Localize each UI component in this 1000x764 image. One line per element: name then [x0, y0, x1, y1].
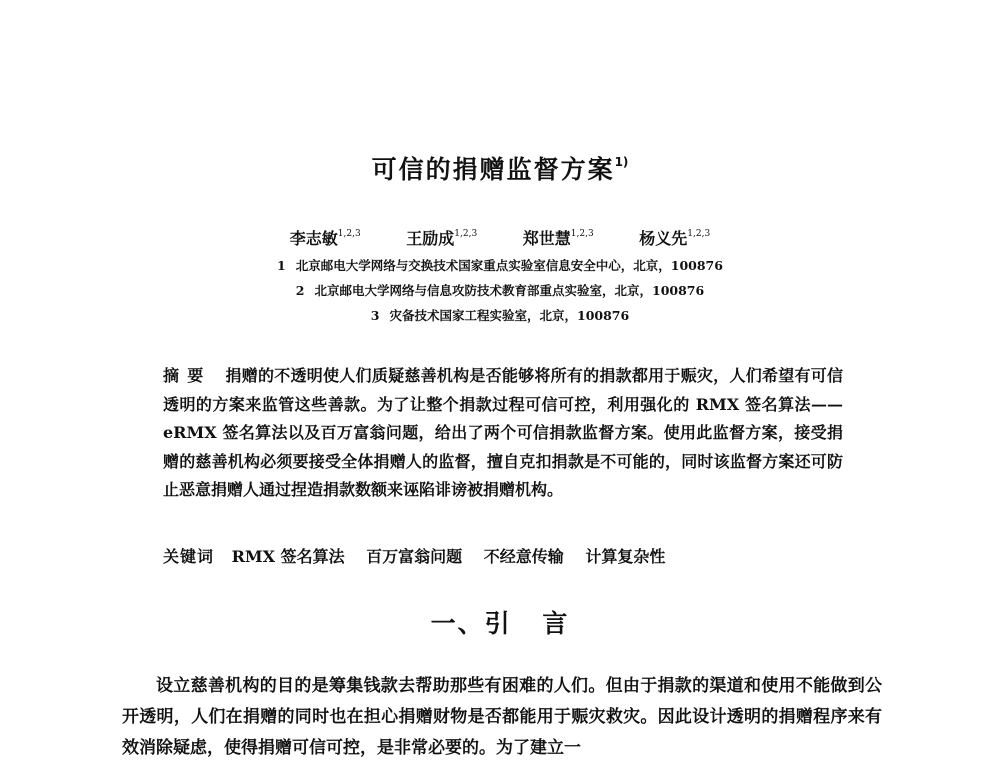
abstract-text: 捐赠的不透明使人们质疑慈善机构是否能够将所有的捐款都用于赈灾，人们希望有可信透明的方案来监管这些善款。为了让整个捐款过程可信可控，利用强化的 RMX 签名算法——eRMX 签名算法以及百万富翁问题，给出了两个可信捐款监督方案。使用此监督方案，接受捐赠的慈善机构必须要接受全体捐赠人的监督，擅自克扣捐款是不可能的，同时该监督方案还可防止恶意捐赠人通过捏造捐款数额来诬陷诽谤被捐赠机构。	[163, 366, 843, 499]
author-affiliation-marks: 1,2,3	[337, 229, 361, 239]
keyword: RMX 签名算法	[231, 547, 345, 566]
author-name: 王励成	[406, 229, 455, 248]
abstract	[163, 362, 843, 505]
affiliation-number: 3	[370, 308, 380, 323]
section-title: 引 言	[484, 609, 570, 638]
body-paragraph: 设立慈善机构的目的是筹集钱款去帮助那些有困难的人们。但由于捐款的渠道和使用不能做到公开透明，人们在捐赠的同时也在担心捐赠财物是否都能用于赈灾救灾。因此设计透明的捐赠程序来有效消除疑虑，使得捐赠可信可控，是非常必要的。为了建立一	[122, 676, 882, 758]
affiliation-line	[0, 281, 1000, 299]
author	[406, 226, 477, 249]
section-heading	[0, 604, 1000, 640]
affiliation-text: 北京邮电大学网络与交换技术国家重点实验室信息安全中心，北京，100876	[295, 258, 723, 273]
author	[639, 226, 710, 249]
abstract-label: 摘要	[163, 366, 212, 385]
title-footnote-mark: 1)	[614, 155, 629, 169]
keywords	[163, 544, 863, 567]
title-text: 可信的捐赠监督方案	[371, 155, 615, 184]
keyword: 计算复杂性	[585, 547, 666, 566]
affiliation-line	[0, 256, 1000, 274]
author-name: 郑世慧	[522, 229, 571, 248]
affiliation-text: 北京邮电大学网络与信息攻防技术教育部重点实验室，北京，100876	[314, 283, 705, 298]
keywords-label: 关键词	[163, 547, 215, 566]
keyword: 不经意传输	[483, 547, 564, 566]
section-number: 一、	[430, 609, 485, 638]
author-list	[0, 226, 1000, 249]
author-affiliation-marks: 1,2,3	[570, 229, 594, 239]
affiliation-line	[0, 306, 1000, 324]
affiliation-number: 1	[277, 258, 286, 273]
author	[290, 226, 361, 249]
author	[523, 226, 594, 249]
author-affiliation-marks: 1,2,3	[687, 229, 711, 239]
affiliation-number: 2	[295, 283, 305, 298]
keyword: 百万富翁问题	[366, 547, 463, 566]
paper-title	[0, 150, 1000, 186]
author-name: 李志敏	[289, 229, 338, 248]
author-name: 杨义先	[639, 229, 688, 248]
affiliation-text: 灾备技术国家工程实验室，北京，100876	[389, 308, 630, 323]
author-affiliation-marks: 1,2,3	[454, 229, 478, 239]
